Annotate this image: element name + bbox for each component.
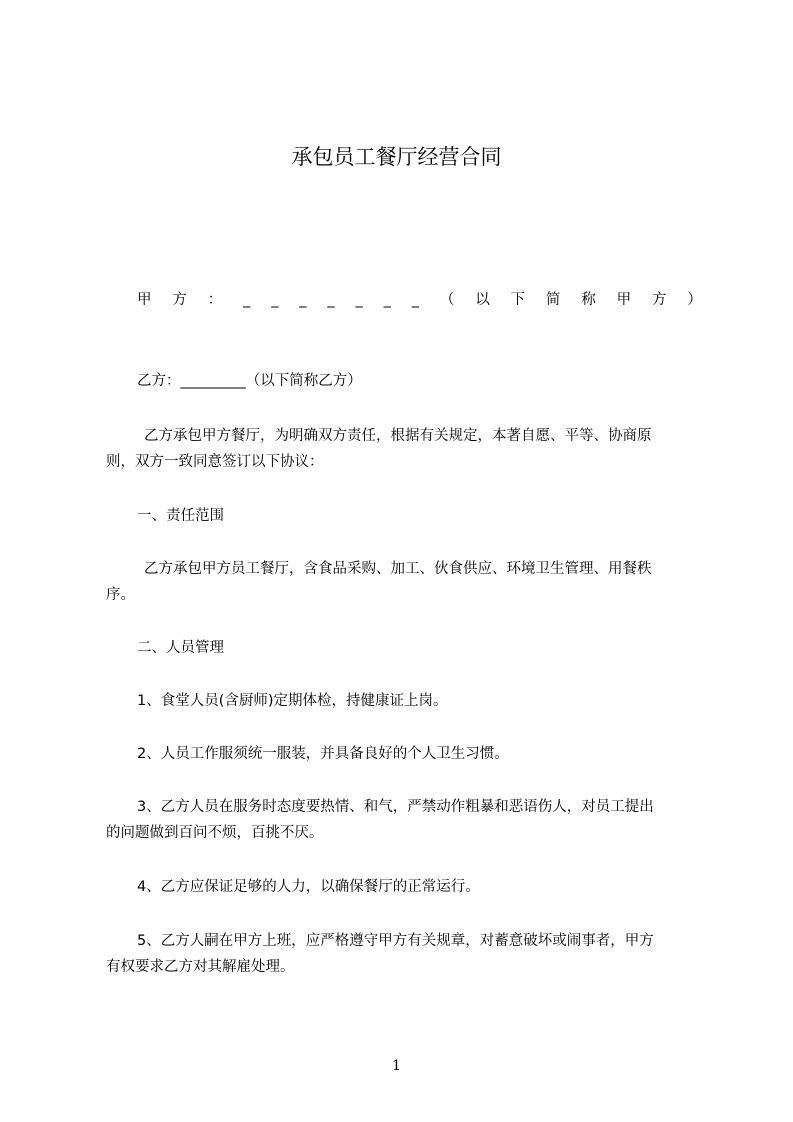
personnel-item-5-line-2: 有权要求乙方对其解雇处理。 bbox=[106, 959, 295, 975]
party-a-blank: _ bbox=[243, 292, 251, 308]
preamble-line-1: 乙方承包甲方餐厅，为明确双方责任，根据有关规定，本著自愿、平等、协商原 bbox=[144, 428, 652, 444]
preamble-line-2: 则，双方一致同意签订以下协议： bbox=[106, 454, 324, 470]
section-heading-scope: 一、责任范围 bbox=[137, 508, 224, 524]
party-a-line bbox=[137, 290, 702, 310]
scope-line-2: 序。 bbox=[106, 587, 135, 603]
personnel-item-4: 4、乙方应保证足够的人力，以确保餐厅的正常运行。 bbox=[137, 879, 480, 895]
document-title: 承包员工餐厅经营合同 bbox=[291, 145, 502, 169]
party-a-char: 下 bbox=[510, 292, 526, 308]
personnel-item-3-line-1: 3、乙方人员在服务时态度要热情、和气，严禁动作粗暴和恶语伤人，对员工提出 bbox=[137, 799, 654, 815]
party-a-blank: _ bbox=[271, 292, 279, 308]
personnel-item-3-line-2: 的问题做到百问不烦，百挑不厌。 bbox=[106, 825, 324, 841]
party-b-line: 乙方：_________（以下简称乙方） bbox=[137, 373, 362, 389]
party-a-char: 以 bbox=[475, 292, 490, 308]
party-a-blank: _ bbox=[411, 292, 419, 308]
personnel-item-2: 2、人员工作服须统一服装，并具备良好的个人卫生习惯。 bbox=[137, 746, 509, 762]
party-a-blank: _ bbox=[327, 292, 335, 308]
personnel-item-5-line-1: 5、乙方人嗣在甲方上班，应严格遵守甲方有关规章，对蓄意破坏或闹事者，甲方 bbox=[137, 933, 654, 949]
personnel-item-1: 1、食堂人员(含厨师)定期体检，持健康证上岗。 bbox=[137, 693, 448, 709]
party-a-char: （ bbox=[439, 292, 455, 308]
page-number: 1 bbox=[392, 1058, 401, 1074]
party-a-blank: _ bbox=[299, 292, 307, 308]
party-a-char: ： bbox=[207, 292, 223, 308]
party-a-char: 方 bbox=[652, 292, 667, 308]
party-a-blank: _ bbox=[355, 292, 363, 308]
section-heading-personnel: 二、人员管理 bbox=[137, 640, 224, 656]
scope-line-1: 乙方承包甲方员工餐厅，含食品采购、加工、伙食供应、环境卫生管理、用餐秩 bbox=[144, 561, 652, 577]
party-a-char: 称 bbox=[581, 292, 596, 308]
party-a-char: ） bbox=[687, 292, 702, 308]
party-a-char: 方 bbox=[172, 292, 187, 308]
party-a-char: 甲 bbox=[137, 292, 152, 308]
party-a-char: 甲 bbox=[616, 292, 632, 308]
party-a-blank: _ bbox=[383, 292, 391, 308]
party-a-char: 简 bbox=[545, 292, 561, 308]
